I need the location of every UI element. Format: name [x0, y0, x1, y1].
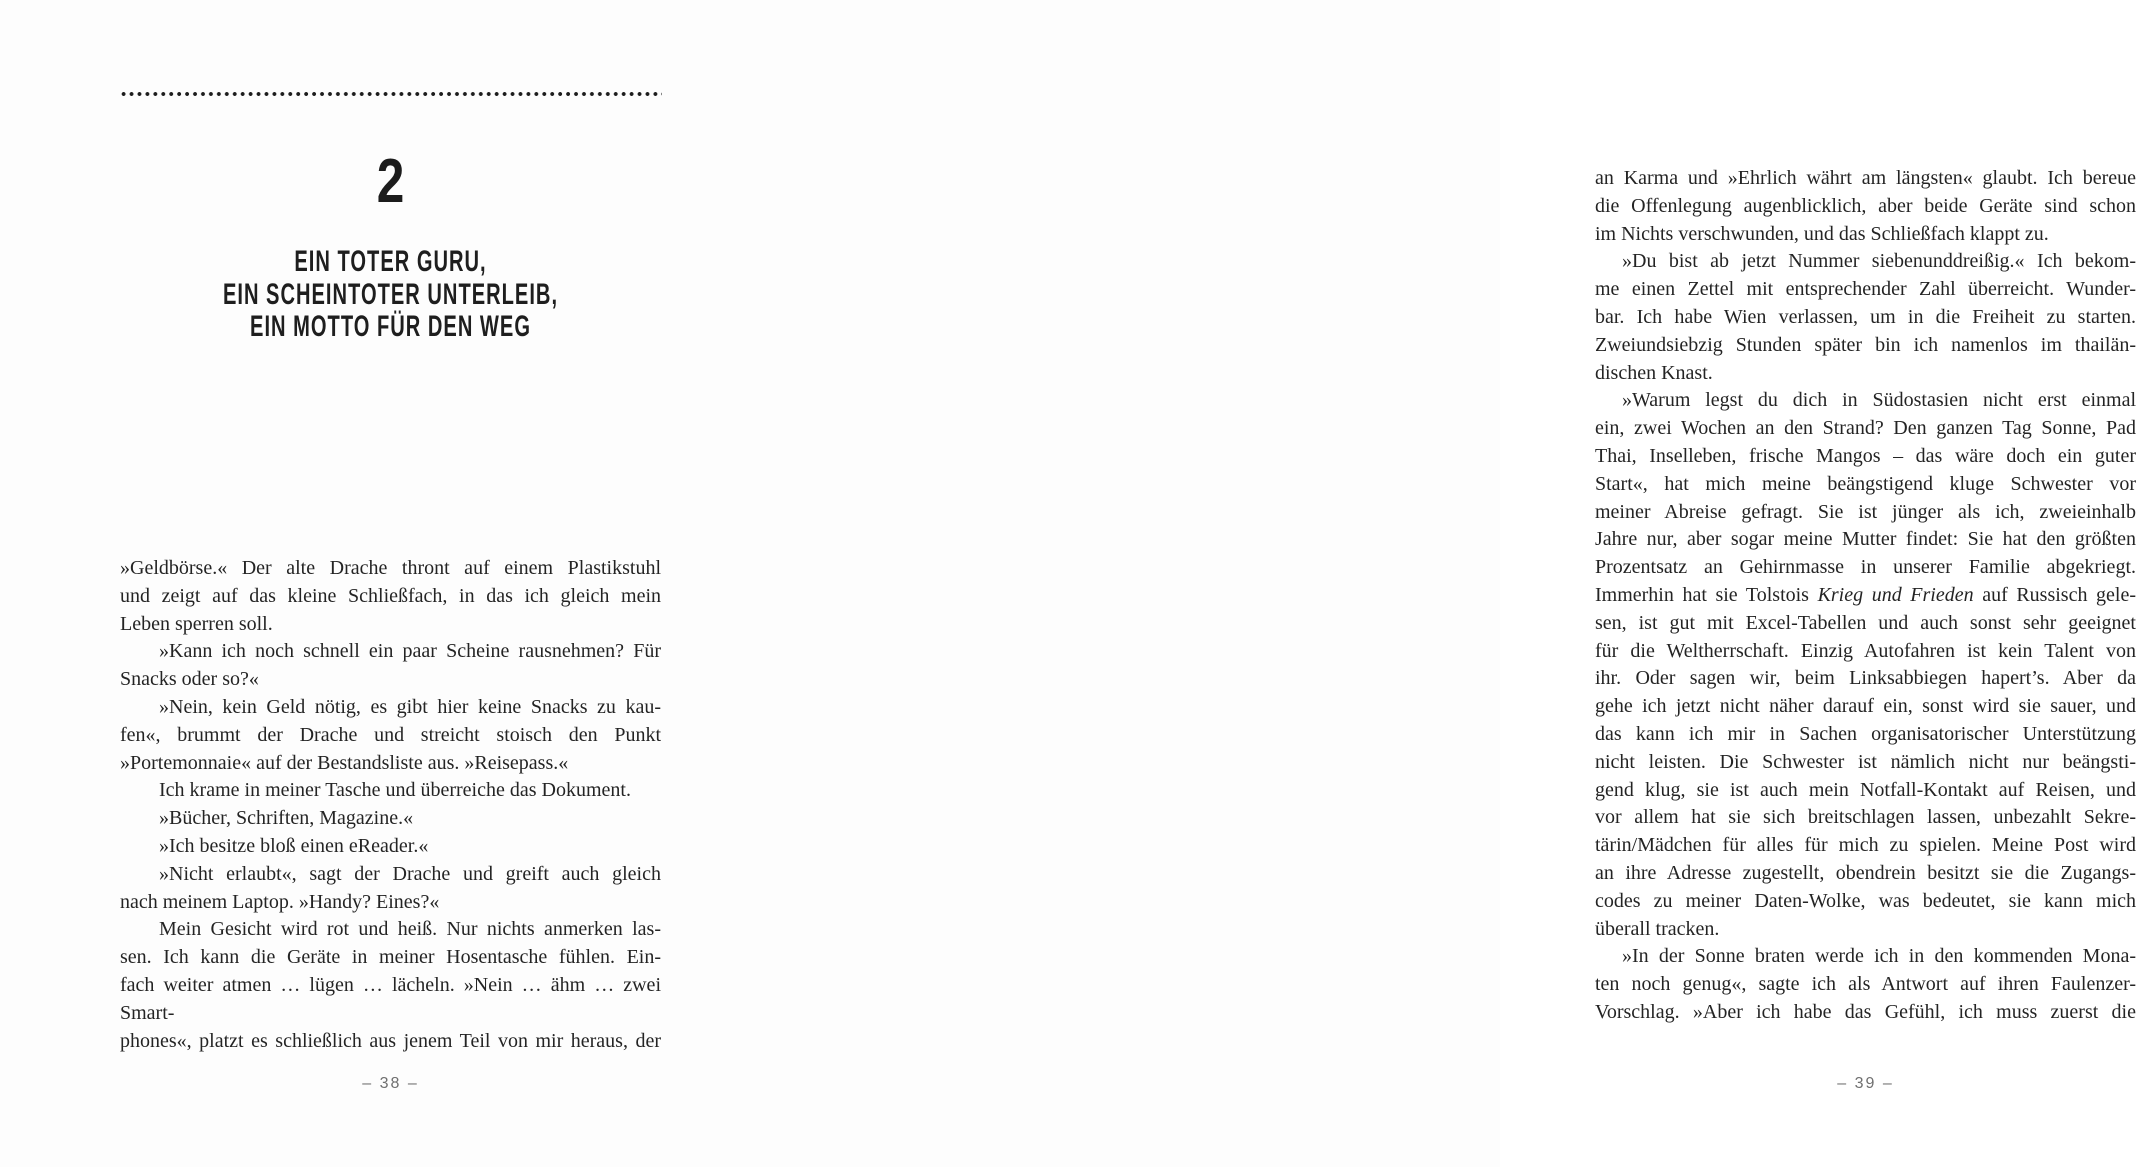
text-line: [120, 666, 661, 694]
italic-text: Krieg und Frieden: [1817, 583, 1974, 606]
text-run: überall tracken.: [1595, 917, 1720, 940]
text-run: und zeigt auf das kleine Schließfach, in das ich gleich mein: [120, 584, 661, 607]
text-line: [1595, 304, 2136, 332]
text-line: [1595, 971, 2136, 999]
text-line: [1595, 860, 2136, 888]
text-run: »In der Sonne braten werde ich in den kommenden Mona-: [1622, 945, 2136, 968]
text-line: [1595, 888, 2136, 916]
text-line: [1595, 332, 2136, 360]
text-run: codes zu meiner Daten-Wolke, was bedeutet, sie kann mich: [1595, 889, 2136, 912]
text-run: an ihre Adresse zugestellt, obendrein besitzt sie die Zugangs-: [1595, 861, 2136, 884]
text-run: ein, zwei Wochen an den Strand? Den ganzen Tag Sonne, Pad: [1595, 417, 2136, 440]
text-run: »Du bist ab jetzt Nummer siebenunddreißig.« Ich bekom-: [1622, 250, 2136, 273]
text-run: »Warum legst du dich in Südostasien nicht erst einmal: [1622, 389, 2136, 412]
text-line: [1595, 471, 2136, 499]
text-run: gehe ich jetzt nicht näher darauf ein, sonst wird sie sauer, und: [1595, 695, 2136, 718]
text-line: [120, 777, 661, 805]
text-run: nach meinem Laptop. »Handy? Eines?«: [120, 890, 440, 913]
text-line: [1595, 610, 2136, 638]
text-run: bar. Ich habe Wien verlassen, um in die Freiheit zu starten.: [1595, 305, 2136, 328]
body-text-right: [1595, 165, 2136, 1027]
text-line: [1595, 665, 2136, 693]
text-line: [120, 972, 661, 1028]
text-run: nicht leisten. Die Schwester ist nämlich nicht nur beängsti-: [1595, 750, 2136, 773]
text-run: Thai, Inselleben, frische Mangos – das wäre doch ein guter: [1595, 444, 2136, 467]
text-line: [120, 889, 661, 917]
text-line: [1595, 443, 2136, 471]
text-line: [1595, 526, 2136, 554]
text-line: [1595, 193, 2136, 221]
text-run: fen«, brummt der Drache und streicht stoisch den Punkt: [120, 723, 661, 746]
text-line: [1595, 721, 2136, 749]
text-line: [1595, 999, 2136, 1027]
text-run: Zweiundsiebzig Stunden später bin ich namenlos im thailän-: [1595, 333, 2136, 356]
chapter-title: [209, 246, 571, 344]
text-run: Immerhin hat sie Tolstois: [1595, 583, 1818, 606]
text-line: [1595, 499, 2136, 527]
text-run: »Portemonnaie« auf der Bestandsliste aus. »Reisepass.«: [120, 751, 569, 774]
chapter-title-line: EIN MOTTO FÜR DEN WEG: [250, 310, 531, 343]
text-run: ten noch genug«, sagte ich als Antwort auf ihren Faulenzer-: [1595, 973, 2136, 996]
text-run: »Kann ich noch schnell ein paar Scheine rausnehmen? Für: [159, 640, 661, 663]
text-line: [120, 916, 661, 944]
text-run: fach weiter atmen … lügen … lächeln. »Nein … ähm … zwei Smart-: [120, 973, 661, 1024]
text-run: für die Weltherrschaft. Einzig Autofahren ist kein Talent von: [1595, 639, 2136, 662]
text-run: Vorschlag. »Aber ich habe das Gefühl, ich muss zuerst die: [1595, 1000, 2136, 1023]
text-run: die Offenlegung augenblicklich, aber beide Geräte sind schon: [1595, 194, 2136, 217]
page-left: [0, 0, 750, 1167]
text-run: auf Russisch gele-: [1973, 583, 2136, 606]
text-run: Snacks oder so?«: [120, 668, 259, 691]
text-line: [120, 638, 661, 666]
text-line: [120, 694, 661, 722]
chapter-title-line: EIN SCHEINTOTER UNTERLEIB,: [222, 277, 559, 311]
text-line: [1595, 165, 2136, 193]
text-line: [1595, 387, 2136, 415]
text-run: »Bücher, Schriften, Magazine.«: [159, 807, 414, 830]
text-line: [120, 805, 661, 833]
text-line: [1595, 221, 2136, 249]
text-line: [1595, 360, 2136, 388]
text-line: [1595, 777, 2136, 805]
text-line: [120, 833, 661, 861]
text-run: Prozentsatz an Gehirnmasse in unserer Familie abgekriegt.: [1595, 556, 2136, 579]
text-run: »Nein, kein Geld nötig, es gibt hier keine Snacks zu kau-: [159, 695, 661, 718]
text-run: phones«, platzt es schließlich aus jenem Teil von mir heraus, der: [120, 1029, 661, 1052]
page-number-right: – 39 –: [1837, 1075, 1894, 1092]
text-run: »Geldbörse.« Der alte Drache thront auf einem Plastikstuhl: [120, 557, 661, 579]
text-line: [1595, 415, 2136, 443]
text-run: gend klug, sie ist auch mein Notfall-Kontakt auf Reisen, und: [1595, 778, 2136, 801]
text-run: Jahre nur, aber sogar meine Mutter findet: Sie hat den größten: [1595, 528, 2136, 551]
text-run: sen. Ich kann die Geräte in meiner Hosentasche fühlen. Ein-: [120, 946, 661, 969]
text-run: im Nichts verschwunden, und das Schließfach klappt zu.: [1595, 222, 2049, 245]
page-number-left: – 38 –: [362, 1075, 419, 1092]
text-run: me einen Zettel mit entsprechender Zahl überreicht. Wunder-: [1595, 278, 2136, 301]
text-line: [1595, 276, 2136, 304]
text-line: [120, 1028, 661, 1056]
body-text-left: [120, 555, 661, 1055]
text-line: [1595, 943, 2136, 971]
text-run: an Karma und »Ehrlich währt am längsten« glaubt. Ich bereue: [1595, 167, 2136, 189]
text-line: [1595, 804, 2136, 832]
text-line: [1595, 554, 2136, 582]
text-run: »Ich besitze bloß einen eReader.«: [159, 834, 429, 857]
text-run: Leben sperren soll.: [120, 612, 273, 635]
text-line: [120, 583, 661, 611]
text-run: Mein Gesicht wird rot und heiß. Nur nichts anmerken las-: [159, 918, 661, 941]
text-line: [120, 944, 661, 972]
text-run: vor allem hat sie sich breitschlagen lassen, unbezahlt Sekre-: [1595, 806, 2136, 829]
text-line: [1595, 248, 2136, 276]
text-line: [120, 611, 661, 639]
text-line: [120, 555, 661, 583]
text-line: [1595, 832, 2136, 860]
text-run: das kann ich mir in Sachen organisatorischer Unterstützung: [1595, 722, 2136, 745]
text-run: »Nicht erlaubt«, sagt der Drache und greift auch gleich: [159, 862, 661, 885]
text-run: Start«, hat mich meine beängstigend kluge Schwester vor: [1595, 472, 2136, 495]
text-line: [1595, 582, 2136, 610]
text-line: [120, 861, 661, 889]
text-line: [120, 750, 661, 778]
text-run: dischen Knast.: [1595, 361, 1713, 384]
text-run: ihr. Oder sagen wir, beim Linksabbiegen hapert’s. Aber da: [1595, 667, 2136, 690]
text-run: meiner Abreise gefragt. Sie ist jünger als ich, zweieinhalb: [1595, 500, 2136, 523]
text-line: [1595, 638, 2136, 666]
text-run: Ich krame in meiner Tasche und überreiche das Dokument.: [159, 779, 631, 802]
text-line: [1595, 749, 2136, 777]
chapter-ornament-dotted-rule: [121, 91, 662, 97]
text-line: [1595, 916, 2136, 944]
page-right: [750, 0, 2136, 1167]
text-run: tärin/Mädchen für alles für mich zu spielen. Meine Post wird: [1595, 834, 2136, 857]
chapter-title-line: EIN TOTER GURU,: [294, 245, 487, 278]
text-run: sen, ist gut mit Excel-Tabellen und auch sonst sehr geeignet: [1595, 611, 2136, 634]
text-line: [120, 722, 661, 750]
text-line: [1595, 693, 2136, 721]
chapter-number: 2: [376, 147, 405, 216]
